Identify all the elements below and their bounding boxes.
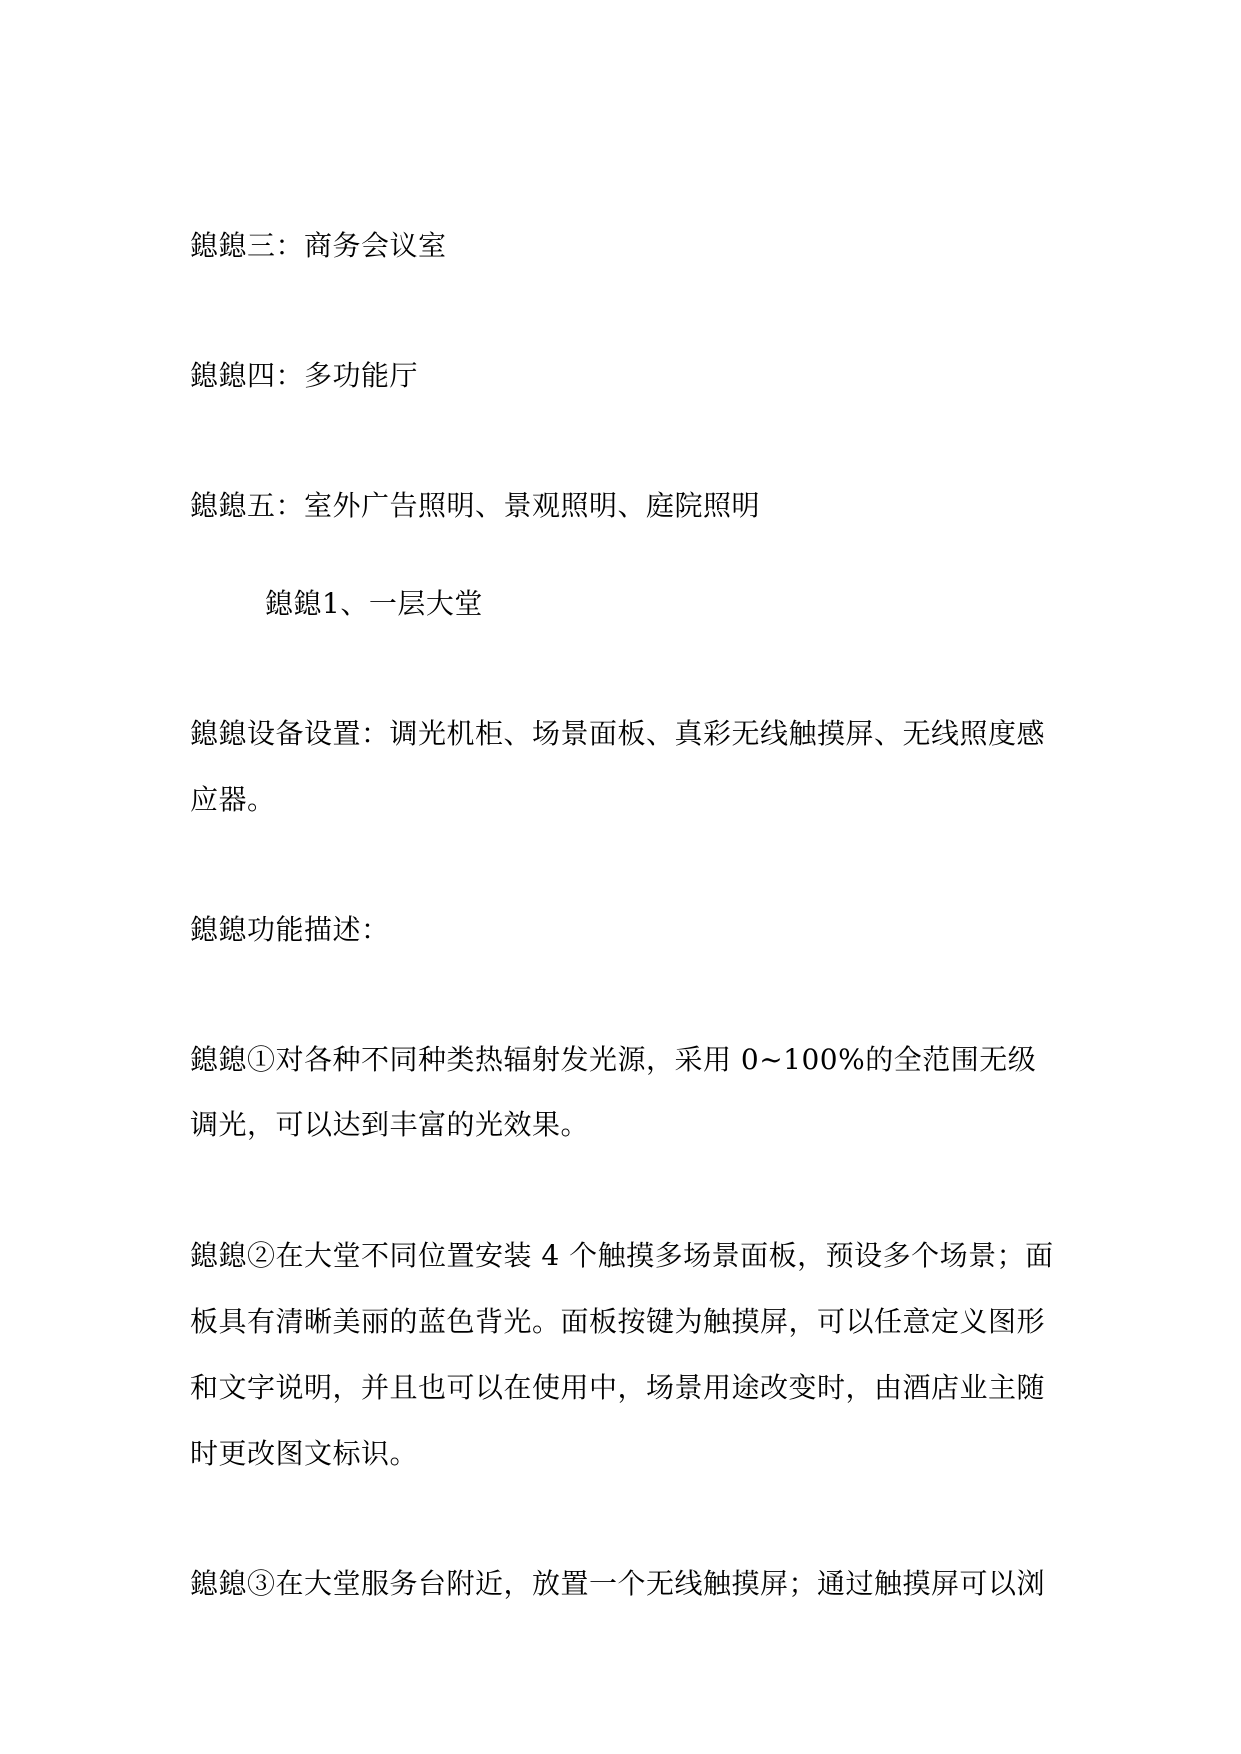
section-heading-outdoor-lighting: 鎴鎴五：室外广告照明、景观照明、庭院照明 (190, 489, 761, 522)
paragraph-item-1-line-2: 调光，可以达到丰富的光效果。 (190, 1108, 590, 1141)
paragraph-item-2-line-1: 鎴鎴②在大堂不同位置安装 4 个触摸多场景面板，预设多个场景；面 (190, 1239, 1054, 1272)
paragraph-item-2-line-3: 和文字说明，并且也可以在使用中，场景用途改变时，由酒店业主随 (190, 1371, 1046, 1404)
paragraph-item-2-line-2: 板具有清晰美丽的蓝色背光。面板按键为触摸屏，可以任意定义图形 (190, 1305, 1046, 1338)
subsection-heading-lobby: 鎴鎴1、一层大堂 (265, 587, 483, 620)
function-description-heading: 鎴鎴功能描述： (190, 913, 390, 946)
paragraph-item-3-line-1: 鎴鎴③在大堂服务台附近，放置一个无线触摸屏；通过触摸屏可以浏 (190, 1567, 1046, 1600)
paragraph-equipment-line-2: 应器。 (190, 783, 276, 816)
paragraph-equipment-line-1: 鎴鎴设备设置：调光机柜、场景面板、真彩无线触摸屏、无线照度感 (190, 717, 1046, 750)
section-heading-multifunction-hall: 鎴鎴四：多功能厅 (190, 359, 419, 392)
paragraph-item-1-line-1: 鎴鎴①对各种不同种类热辐射发光源，采用 0~100%的全范围无级 (190, 1043, 1037, 1076)
section-heading-business-meeting-room: 鎴鎴三：商务会议室 (190, 229, 447, 262)
paragraph-item-2-line-4: 时更改图文标识。 (190, 1437, 419, 1470)
